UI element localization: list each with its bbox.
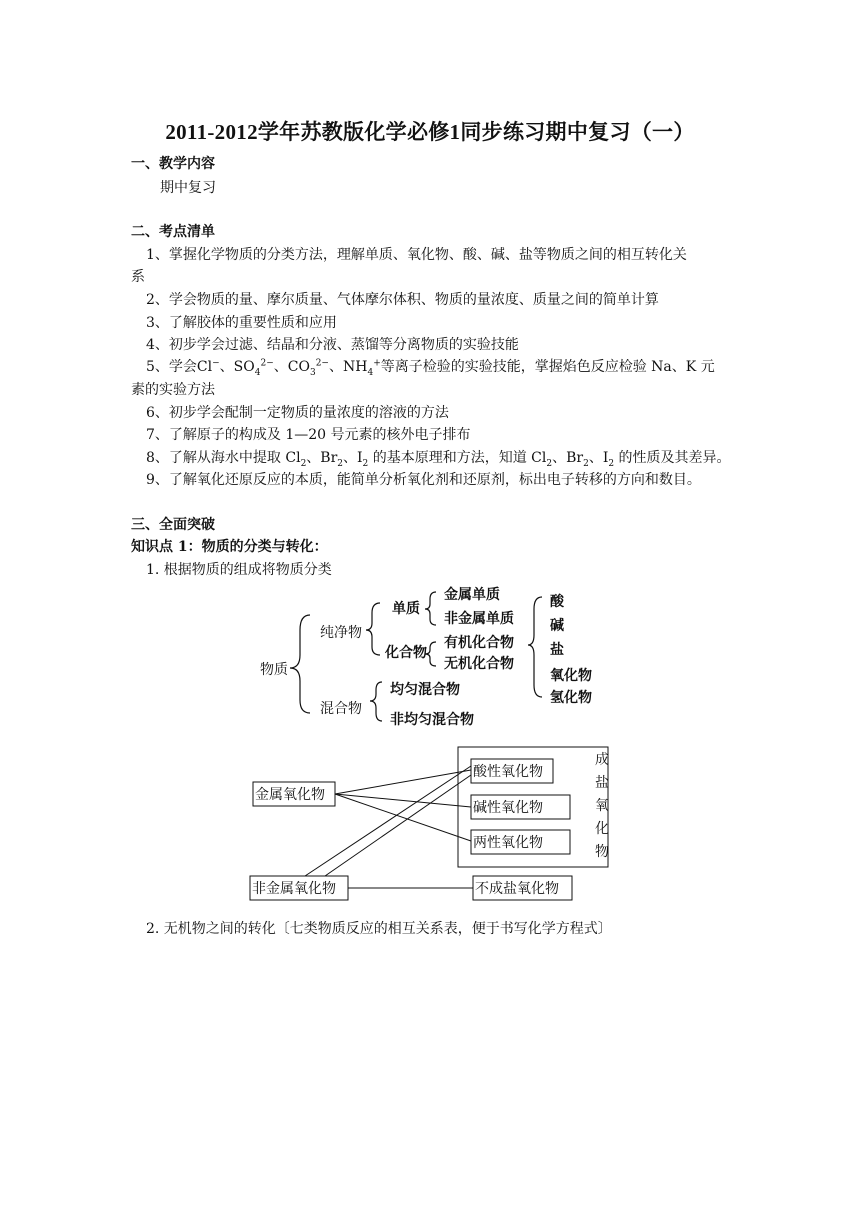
oxide-diagram — [245, 742, 615, 904]
section-2-heading: 二、考点清单 — [131, 224, 215, 240]
checklist-item-7: 7、了解原子的构成及 1—20 号元素的核外电子排布 — [146, 427, 471, 443]
checklist-item-5: 5、学会Cl−、$SO_4^{2-}$、$CO_3^{2-}$、$NH_4^+$等离子检验的实验技能，掌握焰色反应检验 Na、K 元 — [146, 358, 715, 378]
subitem-1: 1. 根据物质的组成将物质分类 — [146, 562, 332, 578]
node-pure: 纯净物 — [320, 625, 362, 641]
checklist-item-1-cont: 系 — [131, 269, 145, 285]
nonmetal-oxide-label: 非金属氧化物 — [252, 881, 336, 897]
node-salt: 盐 — [550, 642, 564, 658]
classification-diagram — [250, 585, 610, 730]
checklist-item-2: 2、学会物质的量、摩尔质量、气体摩尔体积、物质的量浓度、质量之间的简单计算 — [146, 292, 659, 308]
knowledge-point-1: 知识点 1：物质的分类与转化： — [131, 539, 328, 555]
checklist-item-6: 6、初步学会配制一定物质的量浓度的溶液的方法 — [146, 405, 449, 421]
node-metal-element: 金属单质 — [444, 587, 500, 603]
node-organic: 有机化合物 — [444, 635, 514, 651]
node-hydride: 氢化物 — [550, 690, 592, 706]
node-element: 单质 — [392, 601, 420, 617]
checklist-item-8: 8、了解从海水中提取 $Cl_2$、$Br_2$、$I_2$ 的基本原理和方法，知道 $Cl_2$、$Br_2$、$I_2$ 的性质及其差异。 — [146, 450, 731, 469]
section-3-heading: 三、全面突破 — [131, 517, 215, 533]
node-heterogeneous: 非均匀混合物 — [390, 712, 474, 728]
metal-oxide-label: 金属氧化物 — [255, 787, 325, 803]
acidic-oxide-label: 酸性氧化物 — [473, 764, 543, 780]
section-1-body: 期中复习 — [160, 180, 216, 196]
node-substance: 物质 — [260, 662, 288, 678]
salt-forming-char-4: 化 — [595, 821, 609, 837]
checklist-item-9: 9、了解氧化还原反应的本质，能简单分析氧化剂和还原剂，标出电子转移的方向和数目。 — [146, 472, 701, 488]
page-title: 2011-2012学年苏教版化学必修1同步练习期中复习（一） — [165, 120, 695, 144]
checklist-item-5-cont: 素的实验方法 — [131, 382, 215, 398]
salt-forming-char-5: 物 — [595, 844, 609, 860]
pure-brace — [366, 603, 380, 655]
inorganic-brace — [528, 597, 542, 697]
subitem-2: 2. 无机物之间的转化〔七类物质反应的相互关系表，便于书写化学方程式〕 — [146, 921, 612, 937]
checklist-item-3: 3、了解胶体的重要性质和应用 — [146, 315, 337, 331]
salt-forming-char-3: 氧 — [595, 798, 609, 814]
non-salt-forming-oxide-label: 不成盐氧化物 — [475, 881, 559, 897]
node-mixture: 混合物 — [320, 701, 362, 717]
basic-oxide-label: 碱性氧化物 — [473, 800, 543, 816]
node-homogeneous: 均匀混合物 — [390, 682, 460, 698]
section-1-heading: 一、教学内容 — [131, 156, 215, 172]
salt-forming-char-2: 盐 — [595, 775, 609, 791]
salt-forming-char-1: 成 — [595, 752, 609, 768]
root-brace — [290, 615, 310, 713]
node-compound: 化合物 — [385, 645, 427, 661]
node-acid: 酸 — [550, 594, 564, 610]
checklist-item-4: 4、初步学会过滤、结晶和分液、蒸馏等分离物质的实验技能 — [146, 337, 519, 353]
node-oxide: 氧化物 — [550, 668, 592, 684]
node-inorganic: 无机化合物 — [444, 656, 514, 672]
node-nonmetal-element: 非金属单质 — [444, 611, 514, 627]
checklist-item-1: 1、掌握化学物质的分类方法，理解单质、氧化物、酸、碱、盐等物质之间的相互转化关 — [146, 247, 687, 263]
amphoteric-oxide-label: 两性氧化物 — [473, 835, 543, 851]
mixture-brace — [370, 682, 382, 721]
node-base: 碱 — [550, 618, 564, 634]
element-brace — [425, 592, 436, 625]
